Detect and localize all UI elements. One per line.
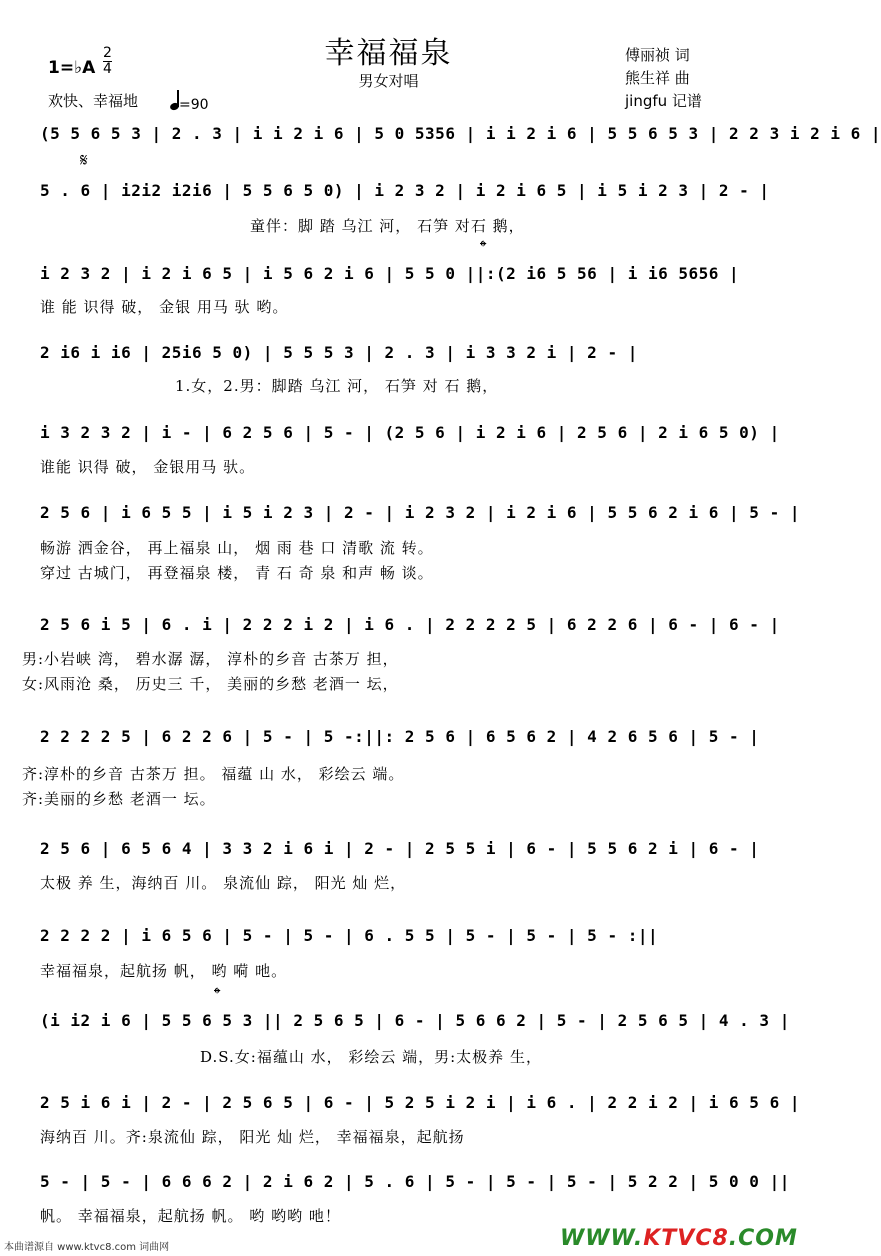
- score-row-7-notes: 2 5 6 i 5 | 6 . i | 2 2 2 i 2 | i 6 . | 2 2 2 2 5 | 6 2 2 6 | 6 - | 6 - |: [40, 615, 780, 634]
- score-row-8-lyric-2: 齐:美丽的乡愁 老酒一 坛。: [22, 790, 216, 808]
- watermark-prefix: WWW.: [560, 1226, 644, 1251]
- score-row-6-notes: 2 5 6 | i 6 5 5 | i 5 i 2 3 | 2 - | i 2 3 2 | i 2 i 6 | 5 5 6 2 i 6 | 5 - |: [40, 503, 800, 522]
- score-row-11-notes: (i i2 i 6 | 5 5 6 5 3 || 2 5 6 5 | 6 - | 5 6 6 2 | 5 - | 2 5 6 5 | 4 . 3 |: [40, 1011, 790, 1030]
- score-row-7-lyric-male: 男:小岩峡 湾， 碧水潺 潺， 淳朴的乡音 古茶万 担，: [22, 650, 399, 668]
- score-row-6-lyric-verse-2: 穿过 古城门， 再登福泉 楼， 青 石 奇 泉 和声 畅 谈。: [40, 564, 434, 582]
- score-row-13-notes: 5 - | 5 - | 6 6 6 2 | 2 i 6 2 | 5 . 6 | 5 - | 5 - | 5 - | 5 2 2 | 5 0 0 ||: [40, 1172, 790, 1191]
- score-row-12-lyric: 海纳百 川。齐:泉流仙 踪， 阳光 灿 烂， 幸福福泉，起航扬: [40, 1128, 465, 1146]
- score-row-3-lyric: 谁 能 识得 破， 金银 用马 驮 哟。: [40, 298, 289, 316]
- score-row-4-notes: 2 i6 i i6 | 25i6 5 0) | 5 5 5 3 | 2 . 3 | i 3 3 2 i | 2 - |: [40, 343, 638, 362]
- watermark-suffix: .COM: [728, 1226, 798, 1251]
- score-row-10-lyric: 幸福福泉，起航扬 帆， 哟 嗬 吔。: [40, 962, 288, 980]
- score-row-9-lyric: 太极 养 生，海纳百 川。 泉流仙 踪， 阳光 灿 烂，: [40, 874, 407, 892]
- score-row-8-notes: 2 2 2 2 5 | 6 2 2 6 | 5 - | 5 -:||: 2 5 6 | 6 5 6 2 | 4 2 6 5 6 | 5 - |: [40, 727, 760, 746]
- score-row-2-lyric: 童伴：脚 踏 乌江 河， 石笋 对石 鹅，: [250, 217, 525, 235]
- watermark-brand: KTVC8: [643, 1226, 729, 1251]
- score-row-3-notes: i 2 3 2 | i 2 i 6 5 | i 5 6 2 i 6 | 5 5 0 ||:(2 i6 5 56 | i i6 5656 |: [40, 264, 740, 283]
- lyricist-credit: 傅丽祯 词: [625, 46, 690, 64]
- score-row-5-notes: i 3 2 3 2 | i - | 6 2 5 6 | 5 - | (2 5 6 | i 2 i 6 | 2 5 6 | 2 i 6 5 0) |: [40, 423, 780, 442]
- meter-bottom: 4: [103, 61, 112, 77]
- meter-top: 2: [103, 45, 112, 61]
- score-row-6-lyric-verse-1: 畅游 洒金谷， 再上福泉 山， 烟 雨 巷 口 清歌 流 转。: [40, 539, 434, 557]
- composer-credit: 熊生祥 曲: [625, 69, 690, 87]
- tempo-value: =90: [179, 97, 209, 113]
- notator-credit: jingfu 记谱: [625, 92, 702, 110]
- coda-icon: 𝄌: [480, 237, 487, 258]
- score-row-11-lyric: D.S.女:福蕴山 水， 彩绘云 端，男:太极养 生，: [200, 1048, 542, 1066]
- tempo-mark: [170, 90, 209, 113]
- score-row-1-notes: (5 5 6 5 3 | 2 . 3 | i i 2 i 6 | 5 0 5356 | i i 2 i 6 | 5 5 6 5 3 | 2 2 3 i 2 i 6 |: [40, 124, 881, 143]
- coda-icon-2: 𝄌: [214, 984, 221, 1005]
- score-row-7-lyric-female: 女:风雨沧 桑， 历史三 千， 美丽的乡愁 老酒一 坛，: [22, 675, 399, 693]
- quarter-note-icon: [170, 97, 179, 113]
- score-row-2-notes: 5 . 6 | i2i2 i2i6 | 5 5 6 5 0) | i 2 3 2 | i 2 i 6 5 | i 5 i 2 3 | 2 - |: [40, 181, 770, 200]
- time-signature: [103, 46, 112, 77]
- score-row-10-notes: 2 2 2 2 | i 6 5 6 | 5 - | 5 - | 6 . 5 5 | 5 - | 5 - | 5 - :||: [40, 926, 659, 945]
- score-row-5-lyric: 谁能 识得 破， 金银用马 驮。: [40, 458, 256, 476]
- expression-mark: 欢快、幸福地: [48, 92, 139, 110]
- score-row-12-notes: 2 5 i 6 i | 2 - | 2 5 6 5 | 6 - | 5 2 5 i 2 i | i 6 . | 2 2 i 2 | i 6 5 6 |: [40, 1093, 800, 1112]
- score-row-13-lyric: 帆。 幸福福泉，起航扬 帆。 哟 哟哟 吔！: [40, 1207, 341, 1225]
- site-watermark: [560, 1226, 798, 1251]
- song-title: 幸福福泉: [324, 36, 453, 71]
- song-subtitle: 男女对唱: [358, 72, 419, 90]
- score-row-4-lyric: 1.女，2.男：脚踏 乌江 河， 石笋 对 石 鹅，: [175, 377, 499, 395]
- score-row-8-lyric-1: 齐:淳朴的乡音 古茶万 担。 福蕴 山 水， 彩绘云 端。: [22, 765, 405, 783]
- segno-icon: 𝄋: [80, 150, 88, 171]
- score-row-9-notes: 2 5 6 | 6 5 6 4 | 3 3 2 i 6 i | 2 - | 2 5 5 i | 6 - | 5 5 6 2 i | 6 - |: [40, 839, 760, 858]
- source-caption: 本曲谱源自 www.ktvc8.com 词曲网: [4, 1242, 170, 1253]
- key-signature: 1=♭A: [48, 58, 96, 78]
